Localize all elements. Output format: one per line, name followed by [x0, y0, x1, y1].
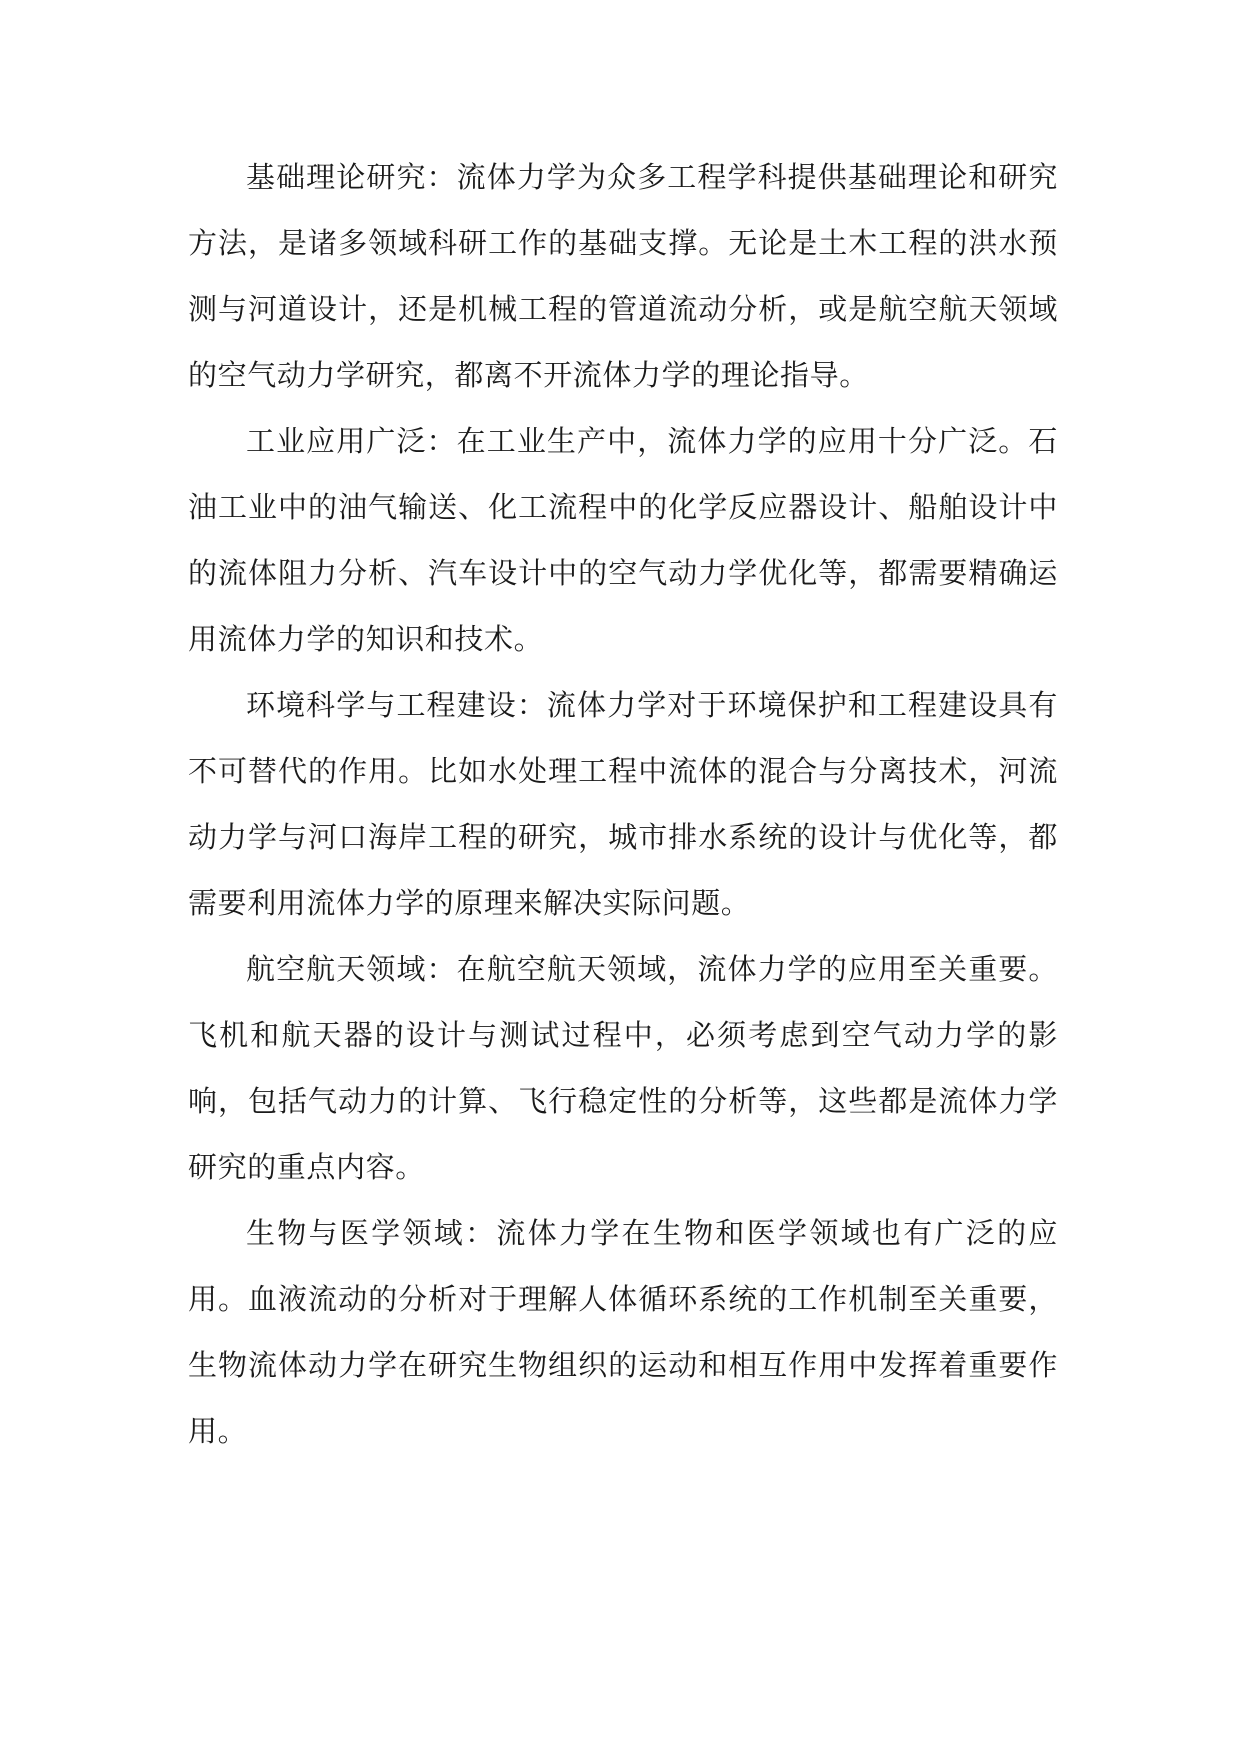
document-body	[188, 144, 1058, 1464]
paragraph-biology-medicine: 生物与医学领域：流体力学在生物和医学领域也有广泛的应用。血液流动的分析对于理解人体循环系统的工作机制至关重要，生物流体动力学在研究生物组织的运动和相互作用中发挥着重要作用。	[188, 1216, 1058, 1448]
paragraph-industrial-application: 工业应用广泛：在工业生产中，流体力学的应用十分广泛。石油工业中的油气输送、化工流程中的化学反应器设计、船舶设计中的流体阻力分析、汽车设计中的空气动力学优化等，都需要精确运用流体力学的知识和技术。	[188, 424, 1058, 656]
paragraph-basic-theory: 基础理论研究：流体力学为众多工程学科提供基础理论和研究方法，是诸多领域科研工作的基础支撑。无论是土木工程的洪水预测与河道设计，还是机械工程的管道流动分析，或是航空航天领域的空气动力学研究，都离不开流体力学的理论指导。	[188, 160, 1058, 392]
paragraph-aerospace: 航空航天领域：在航空航天领域，流体力学的应用至关重要。飞机和航天器的设计与测试过程中，必须考虑到空气动力学的影响，包括气动力的计算、飞行稳定性的分析等，这些都是流体力学研究的重点内容。	[188, 952, 1058, 1184]
paragraph-environment-engineering: 环境科学与工程建设：流体力学对于环境保护和工程建设具有不可替代的作用。比如水处理工程中流体的混合与分离技术，河流动力学与河口海岸工程的研究，城市排水系统的设计与优化等，都需要利用流体力学的原理来解决实际问题。	[188, 688, 1058, 920]
